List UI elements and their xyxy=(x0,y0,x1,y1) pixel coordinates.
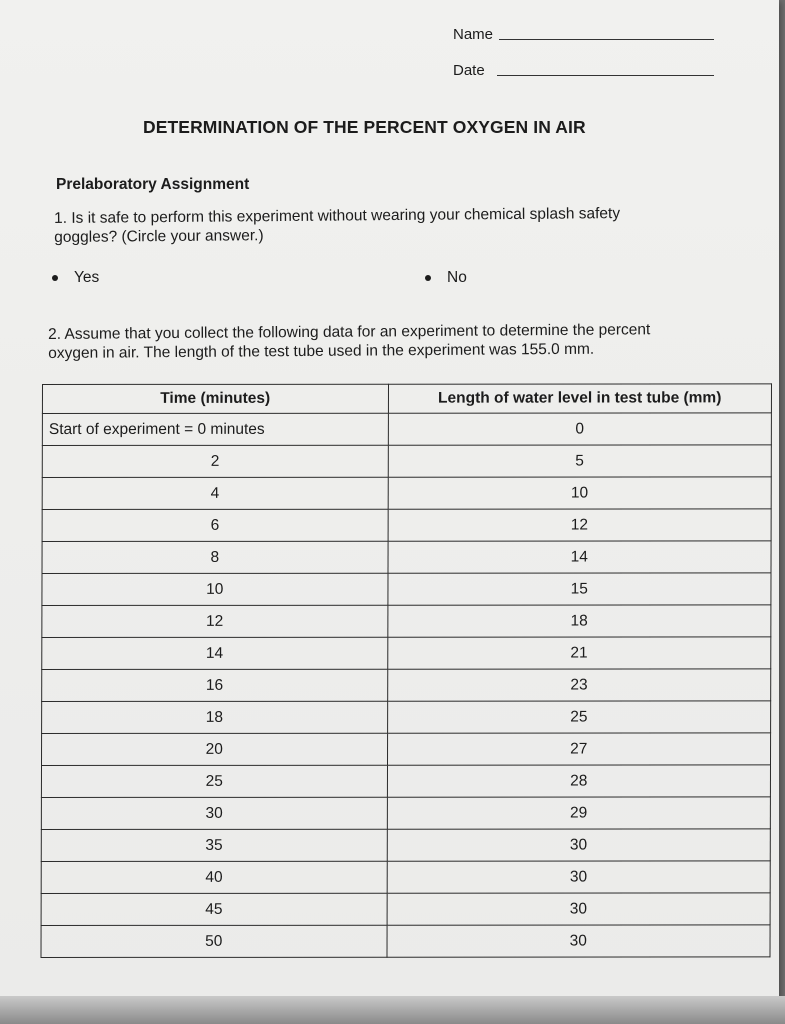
length-cell: 14 xyxy=(388,541,772,573)
answer-option-no xyxy=(425,269,467,287)
time-cell: Start of experiment = 0 minutes xyxy=(42,413,388,445)
table-row xyxy=(42,733,771,766)
length-cell: 30 xyxy=(387,829,771,861)
length-cell: 18 xyxy=(387,605,771,637)
time-cell: 35 xyxy=(41,829,387,861)
time-cell: 18 xyxy=(42,701,388,733)
time-cell: 20 xyxy=(42,733,388,765)
time-cell: 6 xyxy=(42,509,388,541)
question-1-line-2: goggles? (Circle your answer.) xyxy=(54,227,264,246)
question-2 xyxy=(48,320,651,363)
answer-option-yes xyxy=(52,269,99,287)
table-row xyxy=(41,893,770,926)
time-cell: 4 xyxy=(42,477,388,509)
length-cell: 23 xyxy=(387,669,771,701)
answer-option-no-label: No xyxy=(447,269,467,286)
table-row xyxy=(42,605,771,638)
bullet-icon xyxy=(425,275,431,281)
question-1-line-1: 1. Is it safe to perform this experiment without wearing your chemical splash safety xyxy=(54,205,621,227)
question-2-line-1: 2. Assume that you collect the following data for an experiment to determine the percent xyxy=(48,321,651,343)
time-cell: 8 xyxy=(42,541,388,573)
table-row xyxy=(42,669,771,702)
header-water-level: Length of water level in test tube (mm) xyxy=(388,384,772,413)
table-row xyxy=(41,861,770,894)
table-row xyxy=(41,829,770,862)
question-2-line-2: oxygen in air. The length of the test tube used in the experiment was 155.0 mm. xyxy=(48,340,595,362)
length-cell: 29 xyxy=(387,797,771,829)
length-cell: 0 xyxy=(388,413,772,445)
length-cell: 12 xyxy=(388,509,772,541)
name-label: Name xyxy=(453,26,494,43)
table-row xyxy=(42,701,771,734)
time-cell: 40 xyxy=(41,861,387,893)
time-cell: 12 xyxy=(42,605,388,637)
length-cell: 30 xyxy=(387,893,771,925)
time-cell: 16 xyxy=(42,669,388,701)
time-cell: 30 xyxy=(41,797,387,829)
table-row xyxy=(42,573,771,606)
table-row xyxy=(41,797,770,830)
header-time: Time (minutes) xyxy=(42,384,388,413)
background-surface xyxy=(0,996,785,1024)
question-1 xyxy=(54,204,620,247)
data-table xyxy=(40,383,772,958)
time-cell: 14 xyxy=(42,637,388,669)
answer-option-yes-label: Yes xyxy=(74,269,100,286)
table-row xyxy=(42,637,771,670)
length-cell: 25 xyxy=(387,701,771,733)
time-cell: 25 xyxy=(41,765,387,797)
worksheet-title: DETERMINATION OF THE PERCENT OXYGEN IN AIR xyxy=(143,117,586,137)
date-blank-line xyxy=(497,74,714,76)
table-row xyxy=(42,509,771,542)
time-cell: 45 xyxy=(41,893,387,925)
table-row xyxy=(41,765,770,798)
section-heading: Prelaboratory Assignment xyxy=(56,176,250,193)
name-blank-line xyxy=(499,38,714,40)
table-row xyxy=(42,477,771,510)
length-cell: 30 xyxy=(387,861,771,893)
table-row xyxy=(42,541,771,574)
table-header-row xyxy=(42,384,771,414)
bullet-icon xyxy=(52,275,58,281)
length-cell: 30 xyxy=(387,925,771,957)
date-field xyxy=(453,62,714,79)
length-cell: 5 xyxy=(388,445,772,477)
length-cell: 21 xyxy=(387,637,771,669)
time-cell: 10 xyxy=(42,573,388,605)
time-cell: 50 xyxy=(41,925,387,957)
length-cell: 27 xyxy=(387,733,771,765)
table-row xyxy=(42,445,771,478)
table-row xyxy=(42,413,771,446)
length-cell: 10 xyxy=(388,477,772,509)
name-field xyxy=(453,26,714,43)
time-cell: 2 xyxy=(42,445,388,477)
date-label: Date xyxy=(453,62,485,79)
table-row xyxy=(41,925,770,958)
length-cell: 28 xyxy=(387,765,771,797)
length-cell: 15 xyxy=(387,573,771,605)
